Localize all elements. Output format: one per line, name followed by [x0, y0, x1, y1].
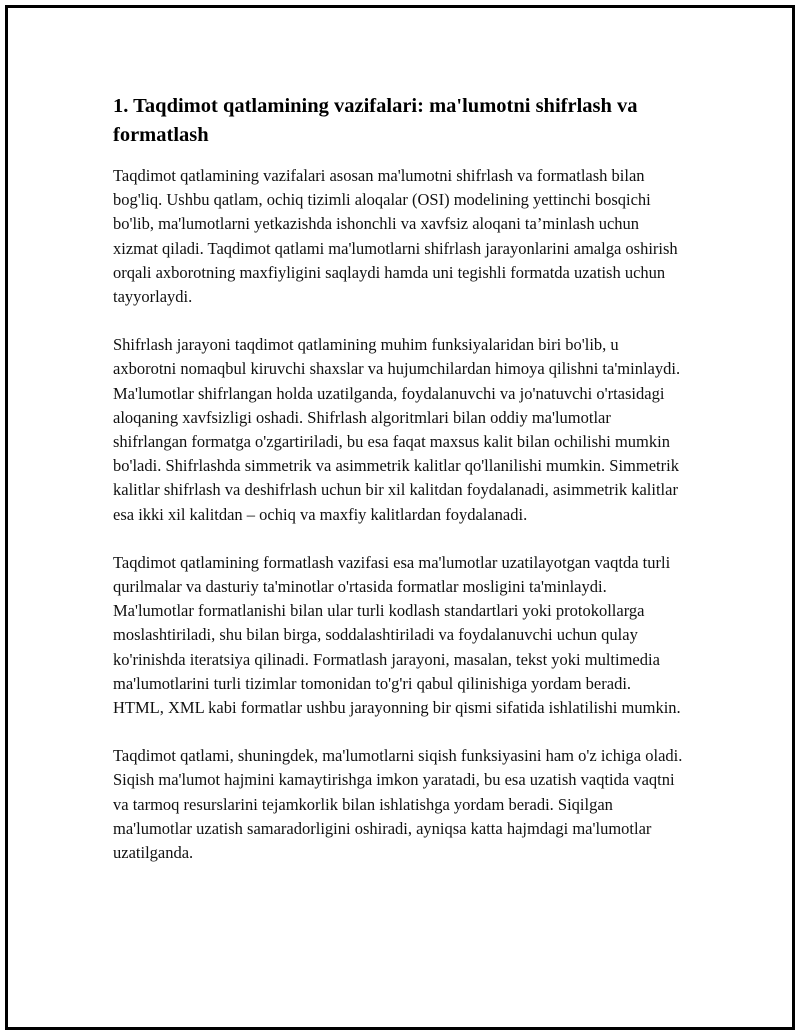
- paragraph-intro: Taqdimot qatlamining vazifalari asosan ma'lumotni shifrlash va formatlash bilan bog'liq. Ushbu qatlam, ochiq tizimli aloqalar (OSI) modelining yettinchi bosqichi bo'lib, ma'lumotlarni yetkazishda ishonchli va xavfsiz aloqani ta’minlash uchun xizmat qiladi. Taqdimot qatlami ma'lumotlarni shifrlash jarayonlarini amalga oshirish orqali axborotning maxfiyligini saqlaydi hamda uni tegishli formatda uzatish uchun tayyorlaydi.: [113, 166, 678, 307]
- paragraph-compression: Taqdimot qatlami, shuningdek, ma'lumotlarni siqish funksiyasini ham o'z ichiga oladi. Siqish ma'lumot hajmini kamaytirishga imkon yaratadi, bu esa uzatish vaqtida vaqtni va tarmoq resurslarini tejamkorlik bilan ishlatishga yordam beradi. Siqilgan ma'lumotlar uzatish samaradorligini oshiradi, ayniqsa katta hajmdagi ma'lumotlar uzatilganda.: [113, 746, 683, 863]
- document-body: [113, 92, 683, 889]
- paragraph-encryption: Shifrlash jarayoni taqdimot qatlamining muhim funksiyalaridan biri bo'lib, u axborotni nomaqbul kiruvchi shaxslar va hujumchilardan himoya qilishni ta'minlaydi. Ma'lumotlar shifrlangan holda uzatilganda, foydalanuvchi va jo'natuvchi o'rtasidagi aloqaning xavfsizligi oshadi. Shifrlash algoritmlari bilan oddiy ma'lumotlar shifrlangan formatga o'zgartiriladi, bu esa faqat maxsus kalit bilan ochilishi mumkin bo'ladi. Shifrlashda simmetrik va asimmetrik kalitlar qo'llanilishi mumkin. Simmetrik kalitlar shifrlash va deshifrlash uchun bir xil kalitdan foydalanadi, asimmetrik kalitlar esa ikki xil kalitdan – ochiq va maxfiy kalitlardan foydalanadi.: [113, 335, 681, 524]
- section-heading: 1. Taqdimot qatlamining vazifalari: ma'lumotni shifrlash va formatlash: [113, 95, 638, 146]
- paragraph-formatting: Taqdimot qatlamining formatlash vazifasi esa ma'lumotlar uzatilayotgan vaqtda turli qurilmalar va dasturiy ta'minotlar o'rtasida formatlar mosligini ta'minlaydi. Ma'lumotlar formatlanishi bilan ular turli kodlash standartlari yoki protokollarga moslashtiriladi, shu bilan birga, soddalashtiriladi va foydalanuvchi uchun qulay ko'rinishda iteratsiya qilinadi. Formatlash jarayoni, masalan, tekst yoki multimedia ma'lumotlarini turli tizimlar tomonidan to'g'ri qabul qilinishiga yordam beradi. HTML, XML kabi formatlar ushbu jarayonning bir qismi sifatida ishlatilishi mumkin.: [113, 552, 681, 718]
